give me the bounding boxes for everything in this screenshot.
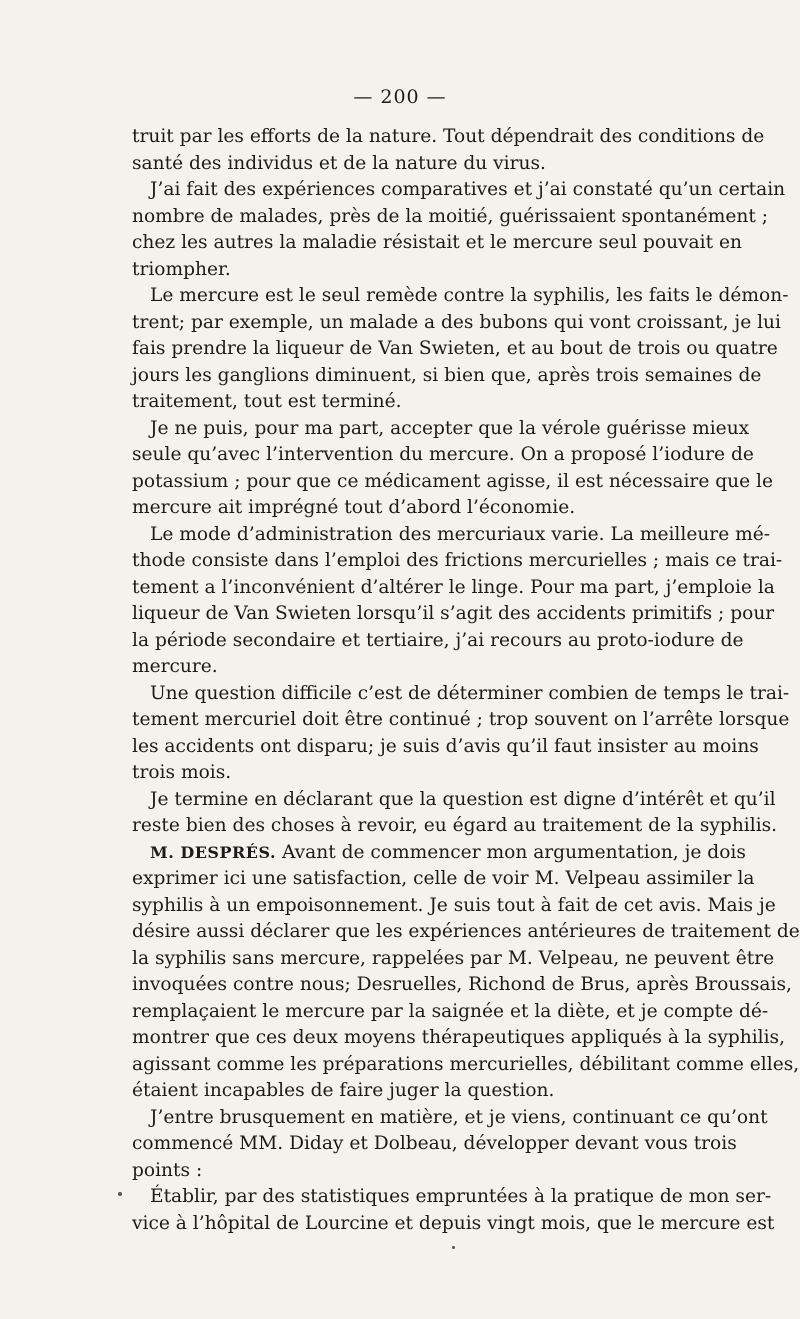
text-line xyxy=(132,204,768,231)
text-line xyxy=(132,840,746,867)
ink-speck xyxy=(118,1192,122,1196)
line-text: Avant de commencer mon argumentation, je dois xyxy=(281,841,746,863)
line-text: triompher. xyxy=(132,258,231,280)
text-line xyxy=(132,972,792,999)
line-text: truit par les efforts de la nature. Tout dépendrait des conditions de xyxy=(132,126,765,147)
text-line xyxy=(132,548,783,575)
line-text: thode consiste dans l’emploi des frictions mercurielles ; mais ce trai- xyxy=(132,550,783,571)
text-line xyxy=(132,1184,772,1211)
text-line xyxy=(132,628,744,655)
text-line xyxy=(132,1078,734,1105)
text-line xyxy=(132,469,773,496)
line-text: jours les ganglions diminuent, si bien que, après trois semaines de xyxy=(132,364,762,386)
text-line xyxy=(132,310,781,337)
text-line xyxy=(132,442,754,469)
line-text: Une question difficile c’est de déterminer combien de temps le trai- xyxy=(150,682,790,704)
line-text: Le mode d’administration des mercuriaux varie. La meilleure mé- xyxy=(150,523,771,545)
line-text: remplaçaient le mercure par la saignée et la diète, et je compte dé- xyxy=(132,1000,769,1022)
text-line xyxy=(132,866,755,893)
text-line xyxy=(132,230,742,257)
line-text: Établir, par des statistiques empruntées à la pratique de mon ser- xyxy=(150,1186,772,1207)
body-text xyxy=(132,124,800,1237)
line-text: tement a l’inconvénient d’altérer le linge. Pour ma part, j’emploie la xyxy=(132,576,775,598)
text-line xyxy=(132,283,789,310)
text-line xyxy=(132,1158,734,1185)
line-text: tement mercuriel doit être continué ; trop souvent on l’arrête lorsque xyxy=(132,709,790,730)
line-text: seule qu’avec l’intervention du mercure. On a proposé l’iodure de xyxy=(132,444,754,465)
line-text: la syphilis sans mercure, rappelées par M. Velpeau, ne peuvent être xyxy=(132,947,775,969)
text-line xyxy=(132,495,734,522)
line-text: étaient incapables de faire juger la question. xyxy=(132,1080,555,1101)
line-text: Le mercure est le seul remède contre la syphilis, les faits le démon- xyxy=(150,285,789,306)
line-text: fais prendre la liqueur de Van Swieten, et au bout de trois ou quatre xyxy=(132,338,778,359)
line-text: Je ne puis, pour ma part, accepter que la vérole guérisse mieux xyxy=(150,417,750,439)
text-line xyxy=(132,177,786,204)
text-line xyxy=(132,1105,768,1132)
line-text: Je termine en déclarant que la question est digne d’intérêt et qu’il xyxy=(150,788,776,810)
line-text: reste bien des choses à revoir, eu égard au traitement de la syphilis. xyxy=(132,815,778,836)
text-line xyxy=(132,707,790,734)
line-text: montrer que ces deux moyens thérapeutiques appliqués à la syphilis, xyxy=(132,1027,785,1048)
text-line xyxy=(132,946,775,973)
text-line xyxy=(132,893,776,920)
text-line xyxy=(132,1131,737,1158)
text-line xyxy=(132,1211,775,1238)
text-line xyxy=(132,522,771,549)
line-text: nombre de malades, près de la moitié, guérissaient spontanément ; xyxy=(132,205,768,227)
text-line xyxy=(132,124,765,151)
text-line xyxy=(132,416,750,443)
line-text: liqueur de Van Swieten lorsqu’il s’agit des accidents primitifs ; pour xyxy=(132,603,775,624)
line-text: invoquées contre nous; Desruelles, Richond de Brus, après Broussais, xyxy=(132,974,792,995)
text-line xyxy=(132,787,776,814)
line-text: traitement, tout est terminé. xyxy=(132,391,402,412)
line-text: mercure ait imprégné tout d’abord l’économie. xyxy=(132,497,576,518)
line-text: potassium ; pour que ce médicament agisse, il est nécessaire que le xyxy=(132,470,773,492)
line-text: les accidents ont disparu; je suis d’avis qu’il faut insister au moins xyxy=(132,735,759,757)
text-line xyxy=(132,336,778,363)
text-line xyxy=(132,363,762,390)
line-text: points : xyxy=(132,1159,203,1181)
text-line xyxy=(132,257,734,284)
text-line xyxy=(132,734,759,761)
line-text: J’entre brusquement en matière, et je viens, continuant ce qu’ont xyxy=(150,1106,768,1128)
line-text: la période secondaire et tertiaire, j’ai recours au proto-iodure de xyxy=(132,629,744,651)
line-text: exprimer ici une satisfaction, celle de voir M. Velpeau assimiler la xyxy=(132,868,755,889)
page-number: — 200 — xyxy=(353,86,447,108)
text-line xyxy=(132,1052,800,1079)
text-line xyxy=(132,601,775,628)
text-line xyxy=(132,760,734,787)
speaker-name: M. DESPRÉS. xyxy=(150,842,277,862)
text-line xyxy=(132,919,800,946)
text-line xyxy=(132,654,734,681)
text-line xyxy=(132,151,734,178)
text-line xyxy=(132,1025,785,1052)
ink-speck xyxy=(452,1246,455,1249)
line-text: commencé MM. Diday et Dolbeau, développer devant vous trois xyxy=(132,1133,737,1154)
line-text: agissant comme les préparations mercurielles, débilitant comme elles, xyxy=(132,1053,800,1075)
line-text: J’ai fait des expériences comparatives et j’ai constaté qu’un certain xyxy=(150,179,786,200)
text-line xyxy=(132,813,778,840)
line-text: santé des individus et de la nature du virus. xyxy=(132,152,546,174)
text-line xyxy=(132,575,775,602)
line-text: syphilis à un empoisonnement. Je suis tout à fait de cet avis. Mais je xyxy=(132,894,776,916)
text-line xyxy=(132,681,790,708)
line-text: trent; par exemple, un malade a des bubons qui vont croissant, je lui xyxy=(132,311,781,333)
line-text: vice à l’hôpital de Lourcine et depuis vingt mois, que le mercure est xyxy=(132,1212,775,1234)
text-line xyxy=(132,999,769,1026)
text-line xyxy=(132,389,734,416)
line-text: chez les autres la maladie résistait et le mercure seul pouvait en xyxy=(132,232,742,253)
line-text: trois mois. xyxy=(132,762,232,783)
line-text: désire aussi déclarer que les expériences antérieures de traitement de xyxy=(132,921,800,942)
line-text: mercure. xyxy=(132,656,218,677)
